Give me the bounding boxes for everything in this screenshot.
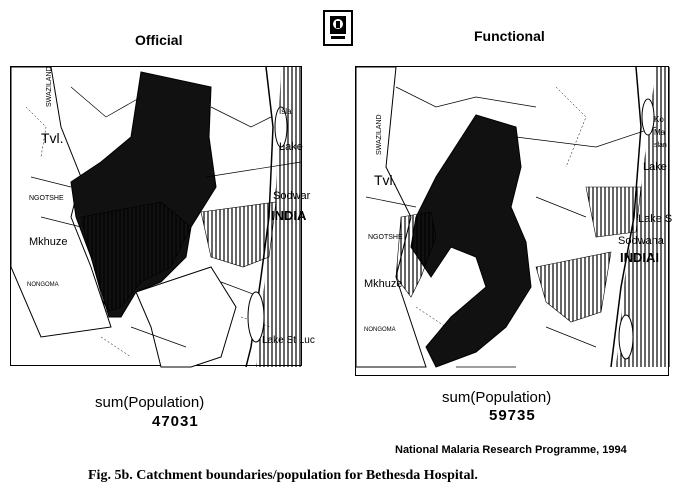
functional-map [355, 66, 673, 376]
label-swaziland-functional: SWAZILAND [376, 114, 383, 155]
label-islan-functional: Islan [652, 142, 667, 149]
official-map [10, 66, 315, 366]
functional-sum-value: 59735 [489, 407, 536, 424]
label-isla: Isla [279, 107, 292, 116]
label-india-functional: INDIAI [620, 250, 659, 265]
label-lake: Lake [279, 141, 303, 153]
official-map-title: Official [135, 32, 183, 48]
official-sum-label: sum(Population) [95, 394, 205, 411]
emblem-icon [325, 12, 351, 44]
official-sum-value: 47031 [152, 413, 199, 430]
label-swaziland: SWAZILAND [46, 66, 53, 107]
label-lake-st-lucia: Lake St Luc [262, 335, 315, 346]
label-ngotshe-functional: NGOTSHE [368, 234, 403, 241]
label-india: INDIA [271, 208, 307, 223]
label-sodwana: Sodwar [273, 190, 311, 202]
credit-text: National Malaria Research Programme, 1994 [395, 444, 627, 456]
label-nongoma-functional: NONGOMA [364, 327, 396, 333]
label-lake-functional: Lake [643, 161, 667, 173]
label-lake-s-functional: Lake S [638, 213, 673, 225]
label-mkhuze-functional: Mkhuze [364, 278, 403, 290]
label-sodwana-functional: Sodwana [618, 235, 664, 247]
functional-sum-label: sum(Population) [442, 389, 552, 406]
figure-caption: Fig. 5b. Catchment boundaries/population for Bethesda Hospital. [88, 468, 478, 483]
label-ko-functional: Ko [654, 115, 664, 124]
label-ma-functional: Ma [654, 128, 666, 137]
logo-emblem [323, 10, 353, 46]
label-tvl-functional: Tvl. [374, 172, 397, 188]
label-nongoma: NONGOMA [27, 282, 59, 288]
label-ngotshe: NGOTSHE [29, 195, 64, 202]
functional-map-title: Functional [474, 28, 545, 44]
label-mkhuze: Mkhuze [29, 236, 68, 248]
label-tvl: Tvl. [41, 130, 64, 146]
